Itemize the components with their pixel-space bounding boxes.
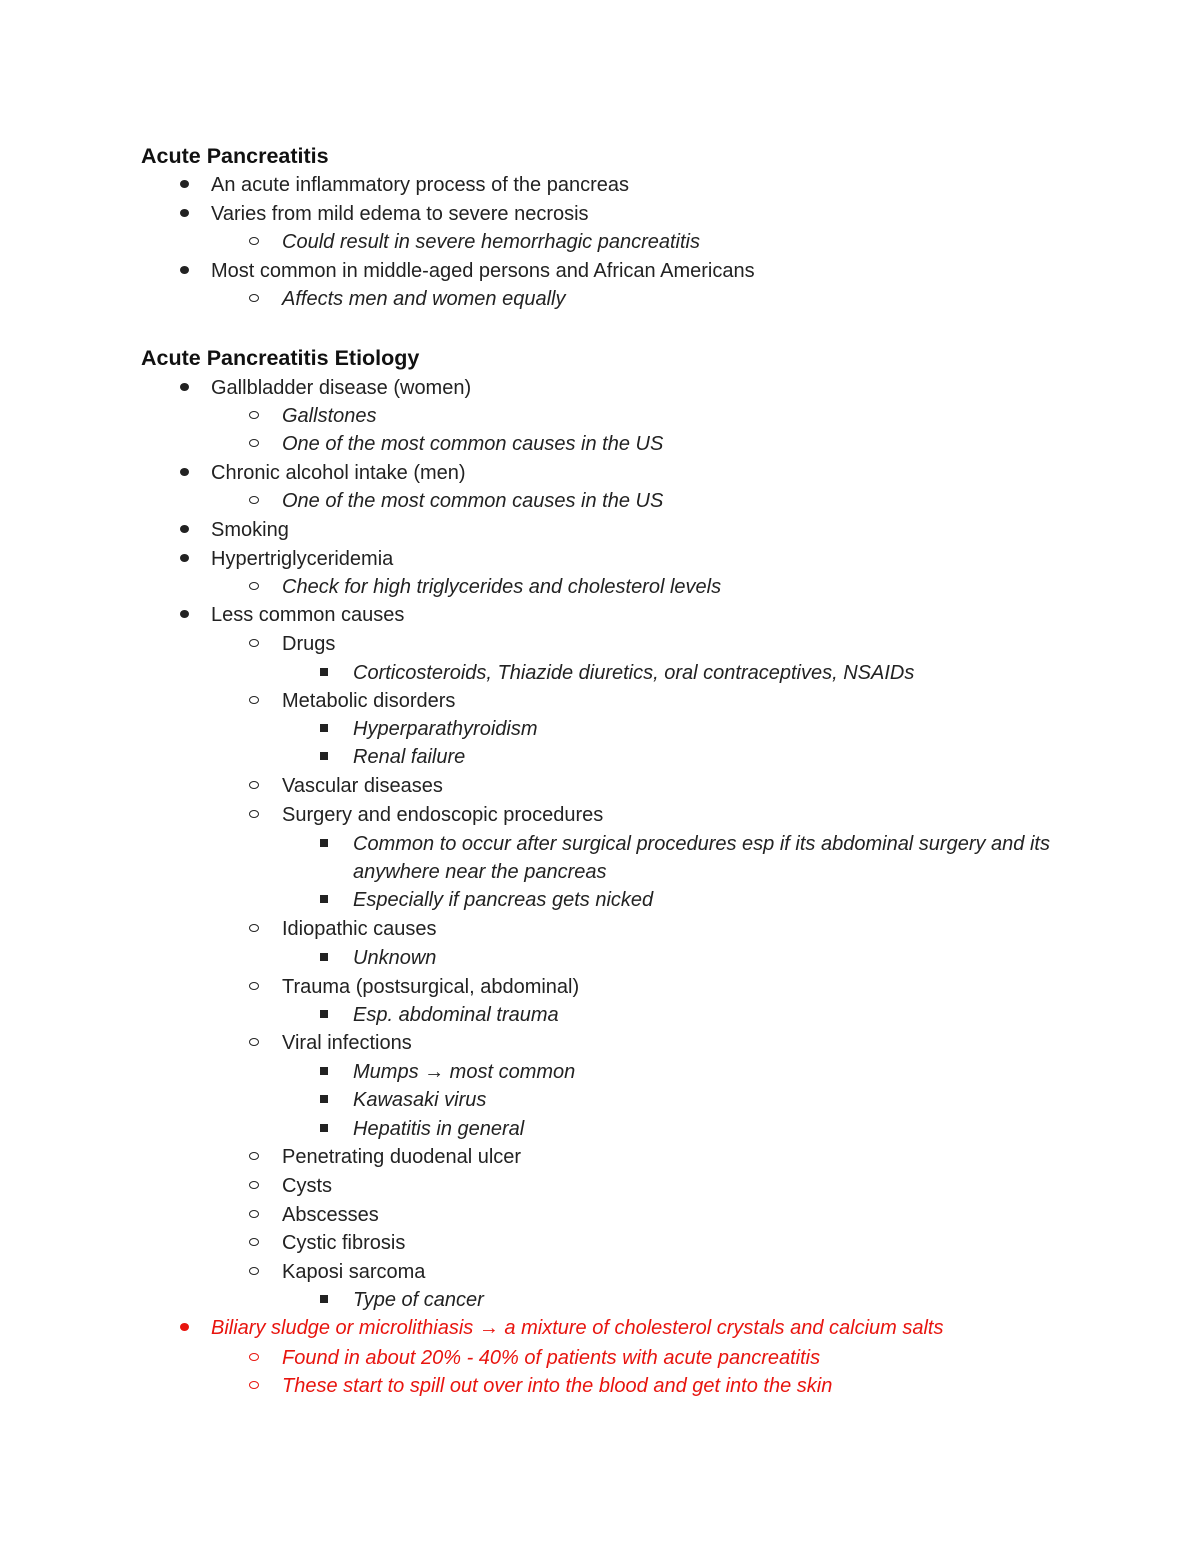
list-item-text: Biliary sludge or microlithiasis → a mixture of cholesterol crystals and calcium salts [211,1317,944,1339]
list-item-text: Gallstones [282,405,377,427]
list-item-text: Drugs [282,633,336,655]
list-item-text: Renal failure [353,746,466,768]
section-heading: Acute Pancreatitis [141,144,329,168]
list-item-text: Varies from mild edema to severe necrosis [211,203,589,225]
list-item-text: Found in about 20% - 40% of patients with acute pancreatitis [282,1347,821,1369]
list-item-text: Kaposi sarcoma [282,1261,426,1283]
list-item-text: Common to occur after surgical procedures esp if its abdominal surgery and its anywhere near the pancreas [353,833,1050,883]
bullet-square-icon [320,895,328,903]
bullet-square-icon [320,752,328,760]
bullet-circle-icon [249,1238,259,1246]
list-item-text: Especially if pancreas gets nicked [353,889,654,911]
bullet-square-icon [320,724,328,732]
list-item-text: Type of cancer [353,1289,484,1311]
list-item-text: Less common causes [211,604,405,626]
list-item-text: Chronic alcohol intake (men) [211,462,466,484]
bullet-square-icon [320,1095,328,1103]
list-item-text: Cysts [282,1175,332,1197]
list-item-text: Hepatitis in general [353,1118,525,1140]
bullet-circle-icon [249,582,259,590]
list-item-text: Smoking [211,519,289,541]
bullet-circle-icon [249,237,259,245]
list-item-text: Hyperparathyroidism [353,718,538,740]
bullet-circle-icon [249,1038,259,1046]
bullet-circle-icon [249,982,259,990]
bullet-dot-icon [180,209,189,217]
bullet-square-icon [320,668,328,676]
list-item-text: These start to spill out over into the blood and get into the skin [282,1375,833,1397]
list-item-text: Surgery and endoscopic procedures [282,804,604,826]
list-item-text: One of the most common causes in the US [282,433,664,455]
list-item-text: Viral infections [282,1032,412,1054]
bullet-circle-icon [249,411,259,419]
bullet-dot-icon [180,266,189,274]
bullet-square-icon [320,1295,328,1303]
list-item-text: Unknown [353,947,437,969]
bullet-dot-icon [180,554,189,562]
list-item-text: Could result in severe hemorrhagic pancreatitis [282,231,700,253]
bullet-circle-icon [249,1267,259,1275]
bullet-circle-icon [249,496,259,504]
list-item-text: Corticosteroids, Thiazide diuretics, oral contraceptives, NSAIDs [353,662,915,684]
list-item-text: Trauma (postsurgical, abdominal) [282,976,580,998]
list-item-text: Affects men and women equally [282,288,566,310]
list-item-text: Vascular diseases [282,775,443,797]
list-item-text: Cystic fibrosis [282,1232,406,1254]
bullet-dot-icon [180,468,189,476]
list-item-text: An acute inflammatory process of the pancreas [211,174,629,196]
section-heading: Acute Pancreatitis Etiology [141,346,420,370]
list-item-text: One of the most common causes in the US [282,490,664,512]
bullet-circle-icon [249,1353,259,1361]
bullet-circle-icon [249,439,259,447]
list-item-text: Metabolic disorders [282,690,456,712]
list-item-text: Esp. abdominal trauma [353,1004,559,1026]
bullet-circle-icon [249,781,259,789]
bullet-dot-icon [180,383,189,391]
bullet-square-icon [320,839,328,847]
list-item-text: Abscesses [282,1204,379,1226]
bullet-circle-icon [249,1210,259,1218]
list-item-text: Gallbladder disease (women) [211,377,472,399]
bullet-circle-icon [249,810,259,818]
bullet-dot-icon [180,525,189,533]
bullet-square-icon [320,1010,328,1018]
bullet-circle-icon [249,1152,259,1160]
bullet-square-icon [320,953,328,961]
list-item-text: Kawasaki virus [353,1089,487,1111]
list-item-text: Idiopathic causes [282,918,437,940]
bullet-circle-icon [249,1381,259,1389]
list-item-text: Check for high triglycerides and cholesterol levels [282,576,722,598]
list-item-text: Mumps → most common [353,1061,576,1083]
bullet-circle-icon [249,639,259,647]
bullet-square-icon [320,1124,328,1132]
bullet-circle-icon [249,1181,259,1189]
list-item-text: Most common in middle-aged persons and African Americans [211,260,755,282]
list-item-text: Hypertriglyceridemia [211,548,394,570]
bullet-dot-icon [180,1323,189,1331]
bullet-square-icon [320,1067,328,1075]
bullet-circle-icon [249,924,259,932]
bullet-dot-icon [180,180,189,188]
bullet-dot-icon [180,610,189,618]
list-item-text: Penetrating duodenal ulcer [282,1146,522,1168]
bullet-circle-icon [249,294,259,302]
bullet-circle-icon [249,696,259,704]
